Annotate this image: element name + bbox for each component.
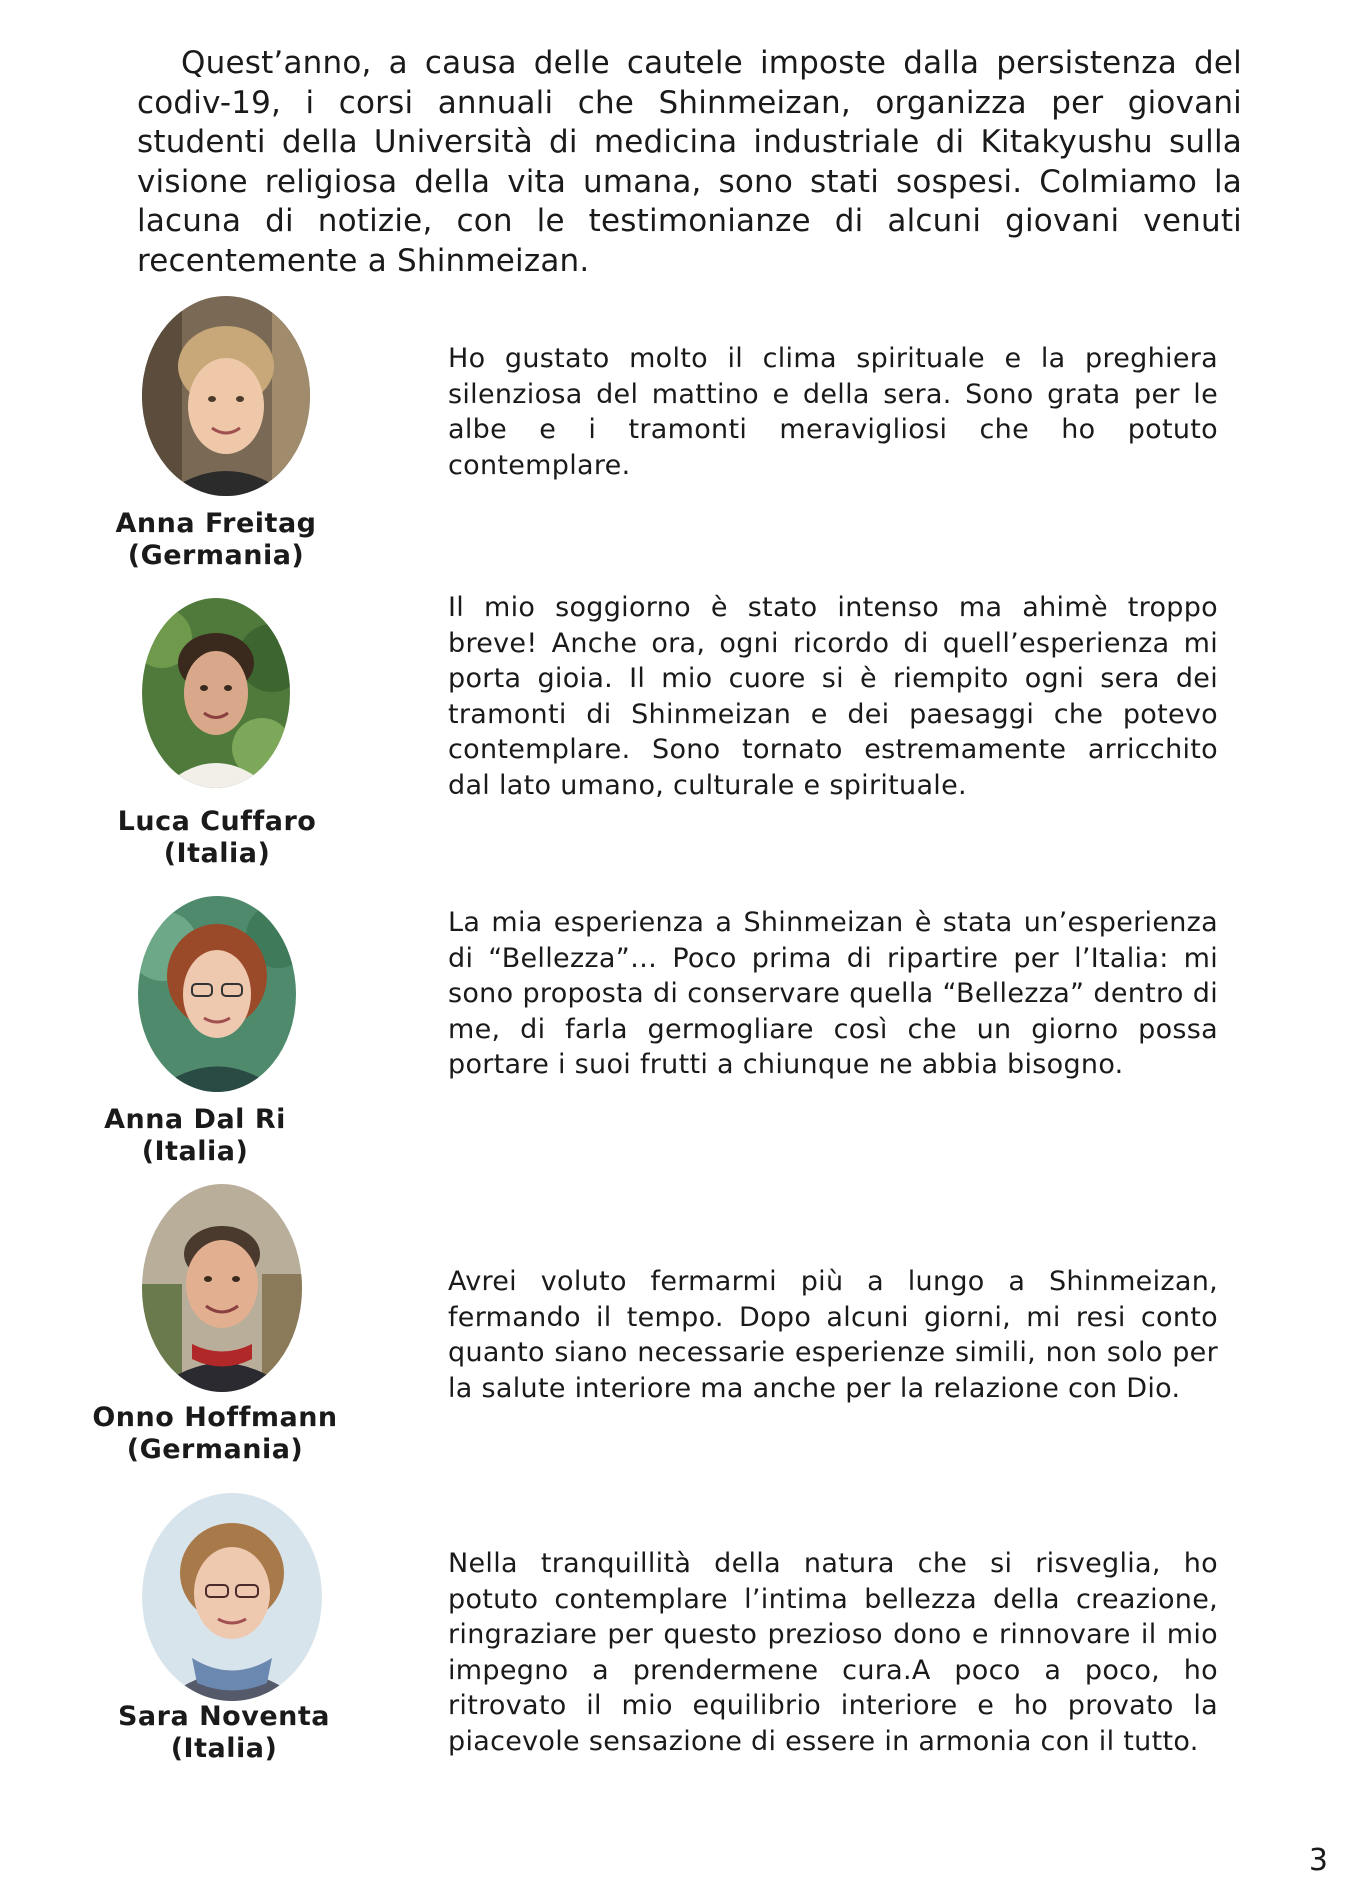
portrait-photo-anna-freitag [142, 296, 310, 496]
person-country: (Italia) [163, 838, 271, 869]
testimonial-text-anna-dal-ri: La mia esperienza a Shinmeizan è stata un’esperienza di “Bellezza”… Poco prima di ripartire per l’Italia: mi sono proposta di conservare quella “Bellezza” dentro di me, di farla germogliare così che un giorno possa portare i suoi frutti a chiunque ne abbia bisogno. [448, 907, 1218, 1080]
person-name: Sara Noventa [117, 1701, 330, 1732]
portrait-photo-sara-noventa [142, 1493, 322, 1701]
person-country: (Italia) [141, 1136, 249, 1167]
name-onno-hoffmann [65, 1402, 365, 1466]
person-name: Anna Dal Ri [104, 1104, 286, 1135]
page-number: 3 [1308, 1843, 1328, 1878]
testimonial-text-luca-cuffaro: Il mio soggiorno è stato intenso ma ahimè troppo breve! Anche ora, ogni ricordo di quell’esperienza mi porta gioia. Il mio cuore si è riempito ogni sera dei tramonti di Shinmeizan e dei paesaggi che potevo contemplare. Sono tornato estremamente arricchito dal lato umano, culturale e spirituale. [448, 592, 1218, 801]
testimonial-text-sara-noventa: Nella tranquillità della natura che si risveglia, ho potuto contemplare l’intima bellezza della creazione, ringraziare per questo prezioso dono e rinnovare il mio impegno a prendermene cura.A poco a poco, ho ritrovato il mio equilibrio interiore e ho provato la piacevole sensazione di essere in armonia con il tutto. [448, 1548, 1218, 1757]
portrait-photo-anna-dal-ri [138, 896, 296, 1092]
portrait-photo-onno-hoffmann [142, 1184, 302, 1392]
person-country: (Italia) [170, 1733, 278, 1764]
testimonial-text-onno-hoffmann: Avrei voluto fermarmi più a lungo a Shinmeizan, fermando il tempo. Dopo alcuni giorni, mi resi conto quanto siano necessarie esperienze simili, non solo per la salute interiore ma anche per la relazione con Dio. [448, 1266, 1218, 1404]
name-anna-dal-ri [45, 1104, 345, 1168]
person-country: (Germania) [126, 1434, 304, 1465]
person-name: Onno Hoffmann [92, 1402, 338, 1433]
portrait-photo-luca-cuffaro [142, 598, 290, 788]
intro-paragraph: Quest’anno, a causa delle cautele imposte dalla persistenza del codiv-19, i corsi annuali che Shinmeizan, organizza per giovani studenti della Università di medicina industriale di Kitakyushu sulla visione religiosa della vita umana, sono stati sospesi. Colmiamo la lacuna di notizie, con le testimonianze di alcuni giovani venuti recentemente a Shinmeizan. [137, 45, 1242, 279]
person-country: (Germania) [127, 540, 305, 571]
person-name: Luca Cuffaro [117, 806, 317, 837]
person-name: Anna Freitag [115, 508, 317, 539]
testimonial-text-anna-freitag: Ho gustato molto il clima spirituale e la preghiera silenziosa del mattino e della sera. Sono grata per le albe e i tramonti meravigliosi che ho potuto contemplare. [448, 343, 1218, 481]
name-luca-cuffaro [67, 806, 367, 870]
name-anna-freitag [66, 508, 366, 572]
name-sara-noventa [74, 1701, 374, 1765]
